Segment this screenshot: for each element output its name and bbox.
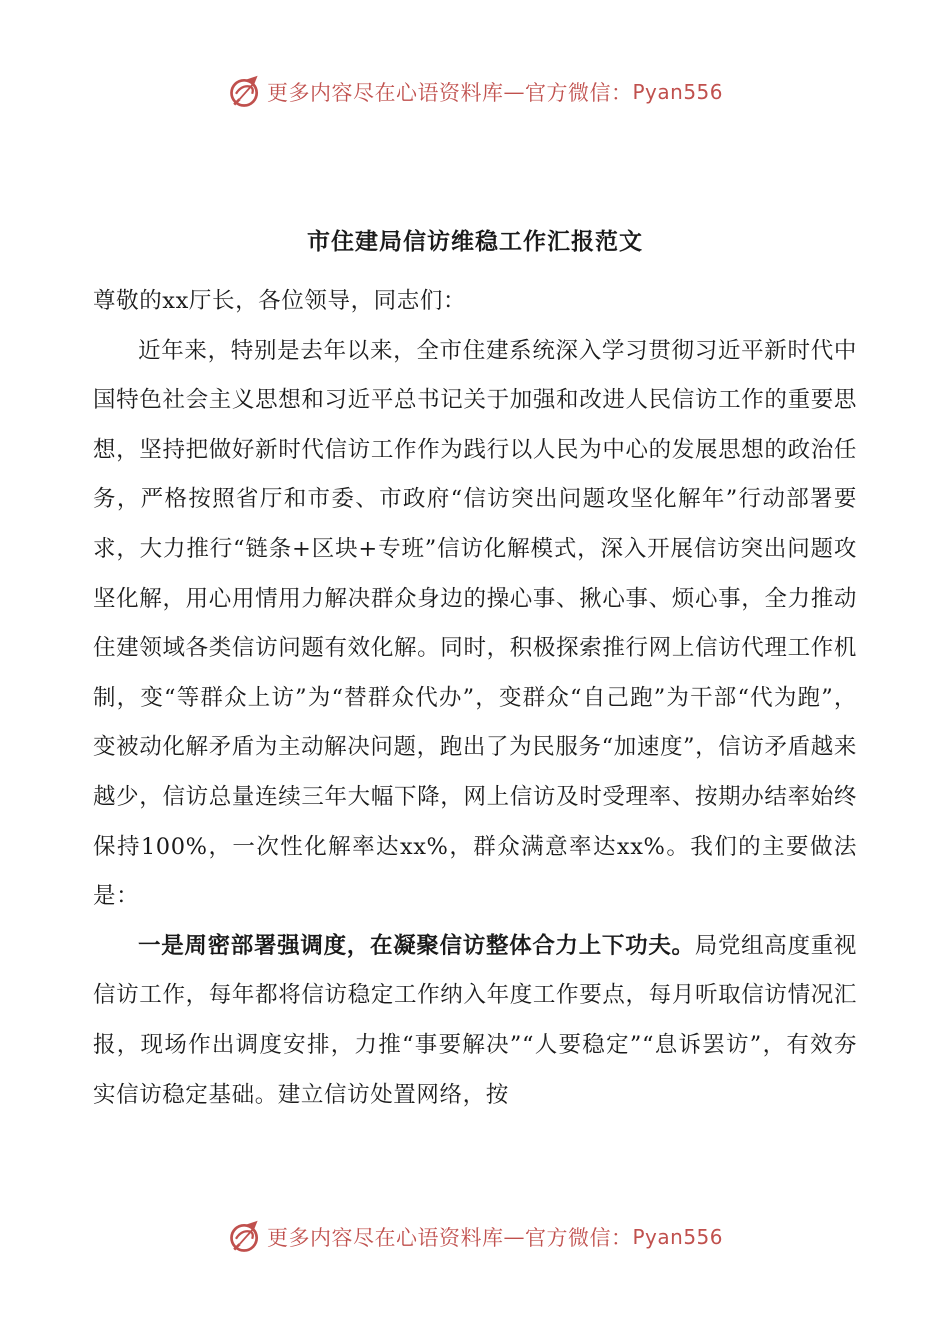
watermark-dash: — <box>503 80 525 104</box>
watermark-wechat-id: Pyan556 <box>632 1225 723 1249</box>
watermark-text: 更多内容尽在心语资料库 <box>266 1226 504 1250</box>
document-body <box>93 277 857 1120</box>
footer-watermark <box>0 1215 950 1259</box>
salutation: 尊敬的xx厅长，各位领导，同志们： <box>93 288 467 314</box>
logo-icon <box>227 1219 263 1255</box>
watermark-dash: — <box>503 1225 525 1249</box>
logo-icon <box>227 74 263 110</box>
header-watermark <box>0 70 950 114</box>
point-one-heading: 一是周密部署强调度，在凝聚信访整体合力上下功夫。 <box>138 932 695 959</box>
watermark-text: 更多内容尽在心语资料库 <box>266 81 504 105</box>
watermark-wechat-label: 官方微信： <box>524 81 633 105</box>
paragraph-point-one <box>93 922 857 1120</box>
point-one-body: 局党组高度重视信访工作，每年都将信访稳定工作纳入年度工作要点，每月听取信访情况汇报，现场作出调度安排，力推“事要解决”“人要稳定”“息诉罢访”，有效夯实信访稳定基础。建立信访处置网络，按 <box>93 932 857 1108</box>
paragraph-intro: 近年来，特别是去年以来，全市住建系统深入学习贯彻习近平新时代中国特色社会主义思想和习近平总书记关于加强和改进人民信访工作的重要思想，坚持把做好新时代信访工作作为践行以人民为中心的发展思想的政治任务，严格按照省厅和市委、市政府“信访突出问题攻坚化解年”行动部署要求，大力推行“链条+区块+专班”信访化解模式，深入开展信访突出问题攻坚化解，用心用情用力解决群众身边的操心事、揪心事、烦心事，全力推动住建领域各类信访问题有效化解。同时，积极探索推行网上信访代理工作机制，变“等群众上访”为“替群众代办”，变群众“自己跑”为干部“代为跑”，变被动化解矛盾为主动解决问题，跑出了为民服务“加速度”，信访矛盾越来越少，信访总量连续三年大幅下降，网上信访及时受理率、按期办结率始终保持100%，一次性化解率达xx%，群众满意率达xx%。我们的主要做法是： <box>93 337 857 910</box>
watermark-wechat-label: 官方微信： <box>524 1226 633 1250</box>
document-title: 市住建局信访维稳工作汇报范文 <box>307 228 643 255</box>
watermark-wechat-id: Pyan556 <box>632 80 723 104</box>
